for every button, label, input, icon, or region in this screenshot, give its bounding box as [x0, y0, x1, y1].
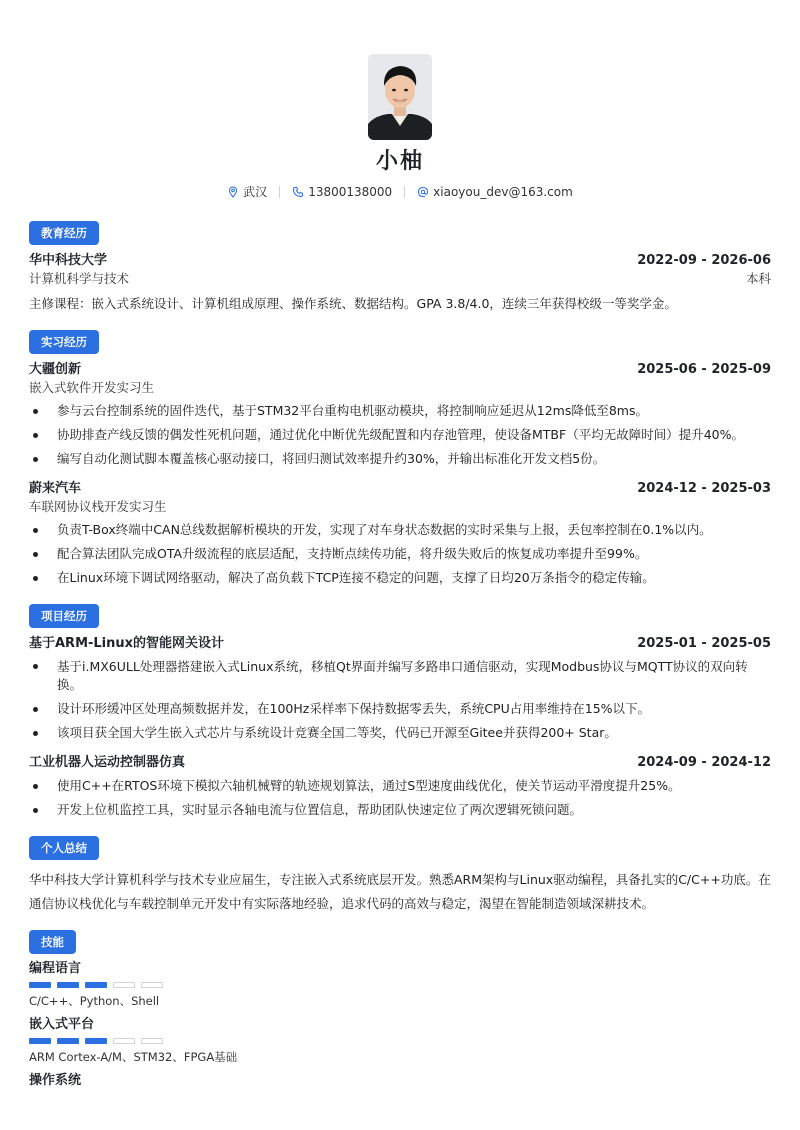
skill-level-segment-filled	[57, 1038, 79, 1044]
avatar	[368, 54, 432, 140]
skill-item	[29, 1016, 771, 1066]
skill-level-segment-filled	[29, 982, 51, 988]
list-item: 该项目获全国大学生嵌入式芯片与系统设计竞赛全国二等奖，代码已开源至Gitee并获得200+ Star。	[29, 721, 771, 745]
location-text: 武汉	[243, 185, 268, 199]
project-bullets	[29, 655, 771, 745]
role-title: 嵌入式软件开发实习生	[29, 380, 155, 395]
phone-icon	[292, 186, 304, 198]
list-item: 在Linux环境下调试网络驱动，解决了高负载下TCP连接不稳定的问题，支撑了日均20万条指令的稳定传输。	[29, 566, 771, 590]
list-item: 负责T-Box终端中CAN总线数据解析模块的开发，实现了对车身状态数据的实时采集与上报，丢包率控制在0.1%以内。	[29, 518, 771, 542]
education-date: 2022-09 - 2026-06	[637, 253, 771, 268]
section-heading-internship: 实习经历	[29, 330, 99, 354]
role-title: 车联网协议栈开发实习生	[29, 499, 167, 514]
list-item: 协助排查产线反馈的偶发性死机问题，通过优化中断优先级配置和内存池管理，使设备MTBF（平均无故障时间）提升40%。	[29, 423, 771, 447]
skill-name: 操作系统	[29, 1073, 82, 1088]
summary-text: 华中科技大学计算机科学与技术专业应届生，专注嵌入式系统底层开发。熟悉ARM架构与Linux驱动编程，具备扎实的C/C++功底。在通信协议栈优化与车载控制单元开发中有实际落地经验，追求代码的高效与稳定，渴望在智能制造领域深耕技术。	[29, 872, 771, 911]
skill-level-segment-empty	[113, 982, 135, 988]
at-sign-icon	[417, 186, 429, 198]
project-name: 基于ARM-Linux的智能网关设计	[29, 636, 225, 651]
candidate-name: 小柚	[375, 149, 424, 174]
skill-level-segment-filled	[85, 982, 107, 988]
contact-info	[29, 184, 771, 200]
skill-description: C/C++、Python、Shell	[29, 994, 160, 1008]
contact-divider	[279, 186, 280, 198]
internship-entry	[29, 360, 771, 471]
skill-level-segment-filled	[57, 982, 79, 988]
section-heading-summary: 个人总结	[29, 836, 99, 860]
contact-divider	[404, 186, 405, 198]
project-entry	[29, 753, 771, 822]
list-item: 设计环形缓冲区处理高频数据并发，在100Hz采样率下保持数据零丢失，系统CPU占用率维持在15%以下。	[29, 697, 771, 721]
major: 计算机科学与技术	[29, 271, 130, 286]
list-item: 使用C++在RTOS环境下模拟六轴机械臂的轨迹规划算法，通过S型速度曲线优化，使关节运动平滑度提升25%。	[29, 774, 771, 798]
email-text: xiaoyou_dev@163.com	[433, 185, 573, 199]
project-date: 2025-01 - 2025-05	[637, 636, 771, 651]
list-item: 配合算法团队完成OTA升级流程的底层适配，支持断点续传功能，将升级失败后的恢复成功率提升至99%。	[29, 542, 771, 566]
resume-header	[29, 0, 771, 200]
project-date: 2024-09 - 2024-12	[637, 755, 771, 770]
internship-date: 2025-06 - 2025-09	[637, 362, 771, 377]
list-item: 参与云台控制系统的固件迭代，基于STM32平台重构电机驱动模块，将控制响应延迟从12ms降低至8ms。	[29, 399, 771, 423]
skill-description: ARM Cortex-A/M、STM32、FPGA基础	[29, 1050, 238, 1064]
skill-level-segment-filled	[85, 1038, 107, 1044]
project-entry	[29, 634, 771, 745]
list-item: 开发上位机监控工具，实时显示各轴电流与位置信息，帮助团队快速定位了两次逻辑死锁问题。	[29, 798, 771, 822]
skill-level-segment-empty	[141, 1038, 163, 1044]
skill-name: 嵌入式平台	[29, 1017, 95, 1032]
phone-item	[292, 184, 392, 200]
project-name: 工业机器人运动控制器仿真	[29, 755, 186, 770]
list-item: 基于i.MX6ULL处理器搭建嵌入式Linux系统，移植Qt界面并编写多路串口通信驱动，实现Modbus协议与MQTT协议的双向转换。	[29, 655, 771, 697]
list-item: 编写自动化测试脚本覆盖核心驱动接口，将回归测试效率提升约30%，并输出标准化开发文档5份。	[29, 447, 771, 471]
section-heading-projects: 项目经历	[29, 604, 99, 628]
section-heading-education: 教育经历	[29, 221, 99, 245]
skill-level-meter	[29, 982, 771, 988]
company-name: 蔚来汽车	[29, 481, 82, 496]
avatar-photo-icon	[368, 54, 432, 140]
skill-level-segment-empty	[141, 982, 163, 988]
skill-level-segment-filled	[29, 1038, 51, 1044]
company-name: 大疆创新	[29, 362, 82, 377]
skill-level-segment-empty	[113, 1038, 135, 1044]
internship-date: 2024-12 - 2025-03	[637, 481, 771, 496]
internship-bullets	[29, 399, 771, 471]
project-bullets	[29, 774, 771, 822]
degree: 本科	[745, 271, 771, 286]
skill-level-meter	[29, 1038, 771, 1044]
location-item	[227, 184, 267, 200]
internship-entry	[29, 479, 771, 590]
location-pin-icon	[227, 186, 239, 198]
skill-name: 编程语言	[29, 961, 82, 976]
education-entry	[29, 251, 771, 316]
education-detail: 主修课程：嵌入式系统设计、计算机组成原理、操作系统、数据结构。GPA 3.8/4.0，连续三年获得校级一等奖学金。	[29, 296, 677, 311]
skill-item	[29, 960, 771, 1010]
internship-bullets	[29, 518, 771, 590]
phone-text: 13800138000	[308, 185, 393, 199]
school-name: 华中科技大学	[29, 253, 108, 268]
section-heading-skills: 技能	[29, 930, 76, 954]
skill-item	[29, 1072, 771, 1090]
email-item	[417, 184, 573, 200]
